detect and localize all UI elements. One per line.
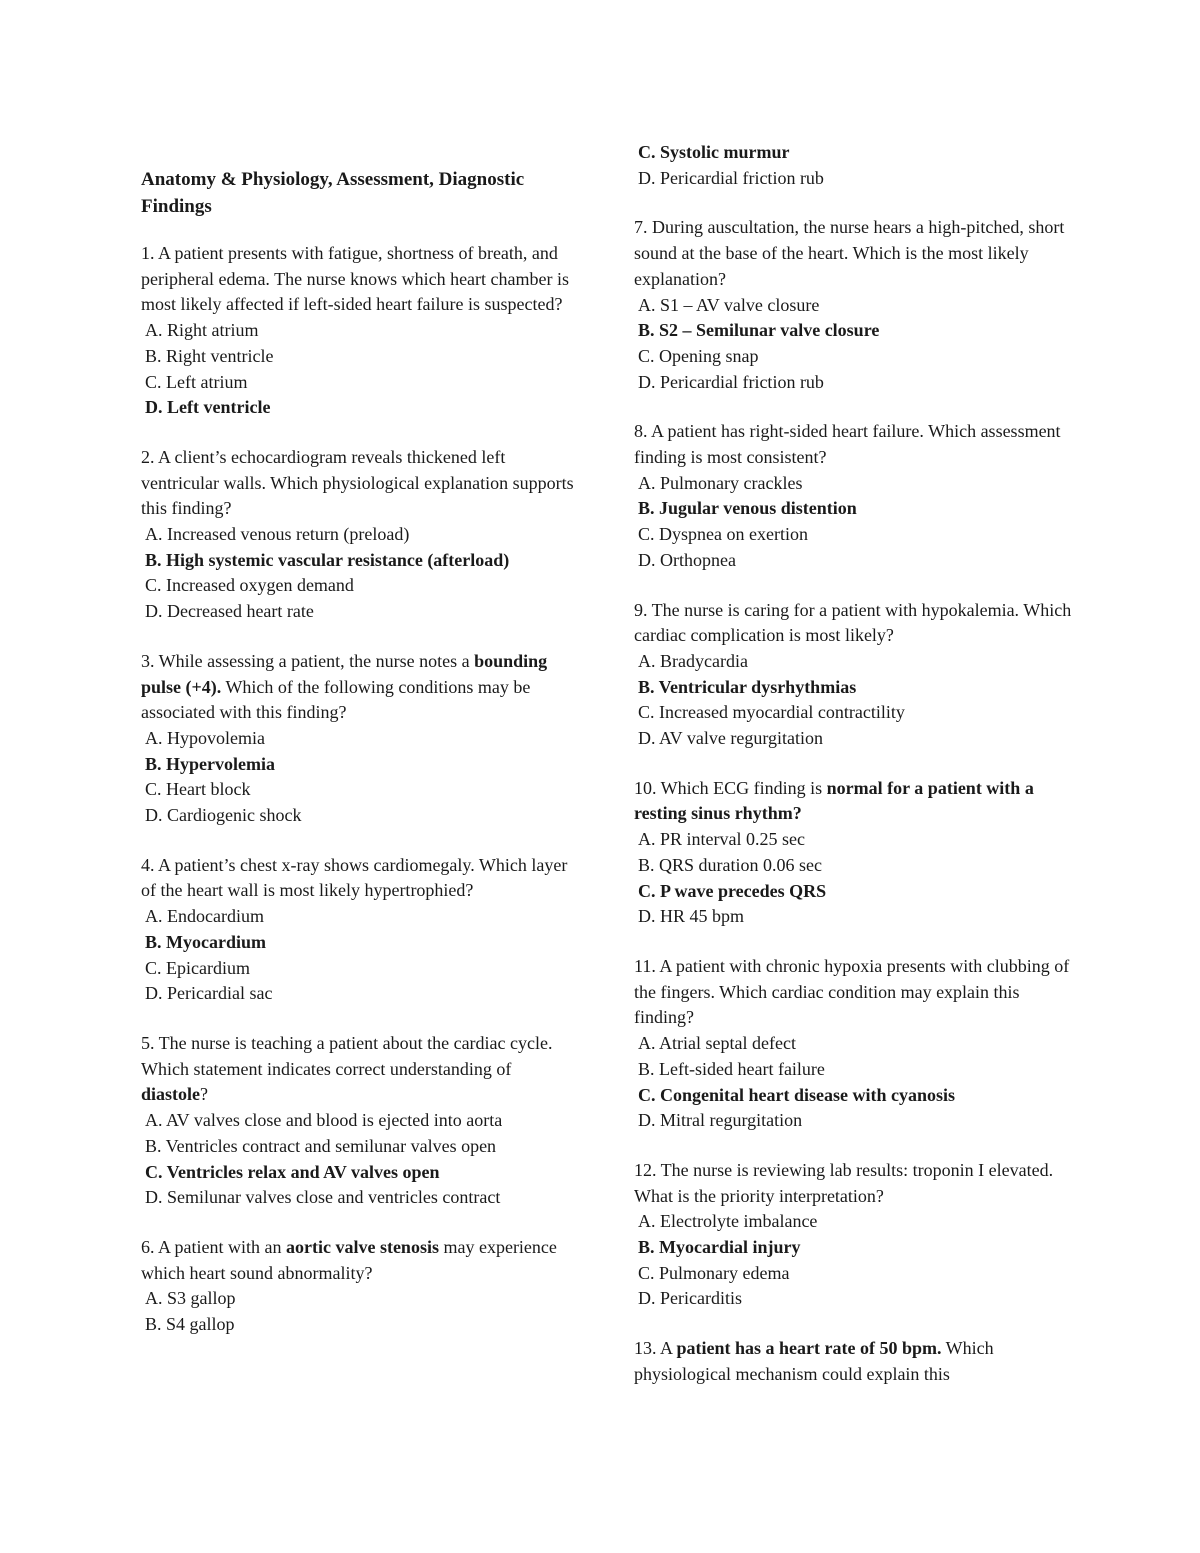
option-c: C. Opening snap: [638, 345, 759, 366]
option-d: D. Pericardial friction rub: [638, 167, 824, 188]
document-title: Anatomy & Physiology, Assessment, Diagnostic Findings: [141, 169, 525, 217]
option-b-answer: B. High systemic vascular resistance (afterload): [145, 549, 510, 570]
option-c: C. Dyspnea on exertion: [638, 524, 808, 545]
option-d: D. Pericarditis: [638, 1288, 742, 1309]
stem-emphasis: diastole: [141, 1084, 201, 1105]
option-d: D. AV valve regurgitation: [638, 728, 823, 749]
question-9: [634, 598, 1074, 752]
question-8: [634, 419, 1074, 573]
option-a: A. PR interval 0.25 sec: [638, 829, 805, 850]
option-d: D. Cardiogenic shock: [145, 805, 302, 826]
option-a: A. Atrial septal defect: [638, 1033, 796, 1054]
right-column: [634, 140, 1074, 1412]
option-d: D. Orthopnea: [638, 549, 736, 570]
stem-text: ?: [200, 1084, 209, 1105]
option-c: C. Heart block: [145, 779, 251, 800]
question-stem: [141, 1235, 581, 1286]
stem-text: 3. While assessing a patient, the nurse notes a: [141, 650, 475, 671]
option-d: D. Mitral regurgitation: [638, 1110, 803, 1131]
option-a: A. Electrolyte imbalance: [638, 1211, 818, 1232]
option-c-answer: C. Ventricles relax and AV valves open: [145, 1161, 440, 1182]
stem-emphasis: normal for a patient with a resting sinus rhythm?: [634, 777, 1034, 824]
stem-emphasis: patient has a heart rate of 50 bpm.: [676, 1338, 942, 1359]
option-b: B. Right ventricle: [145, 345, 274, 366]
option-a: A. Right atrium: [145, 320, 259, 341]
option-d: D. Decreased heart rate: [145, 601, 314, 622]
stem-text: 5. The nurse is teaching a patient about the cardiac cycle. Which statement indicates correct understanding of: [141, 1032, 553, 1079]
question-13: [634, 1336, 1074, 1387]
option-d: D. Semilunar valves close and ventricles contract: [145, 1187, 501, 1208]
question-3: [141, 649, 581, 829]
question-11: [634, 954, 1074, 1134]
stem-text: 10. Which ECG finding is: [634, 777, 827, 798]
stem-text: Which of the following conditions may be associated with this finding?: [141, 676, 531, 723]
question-stem: 1. A patient presents with fatigue, shortness of breath, and peripheral edema. The nurse knows which heart chamber is most likely affected if left-sided heart failure is suspected?: [141, 243, 570, 315]
stem-text: Which physiological mechanism could explain this: [634, 1338, 994, 1384]
option-b: B. S4 gallop: [145, 1314, 235, 1335]
question-2: [141, 445, 581, 625]
left-column: [141, 140, 581, 1362]
option-c: C. Pulmonary edema: [638, 1262, 790, 1283]
question-stem: 4. A patient’s chest x-ray shows cardiomegaly. Which layer of the heart wall is most likely hypertrophied?: [141, 854, 568, 901]
question-stem: 2. A client’s echocardiogram reveals thickened left ventricular walls. Which physiological explanation supports this finding?: [141, 446, 574, 519]
question-stem: 12. The nurse is reviewing lab results: troponin I elevated. What is the priority interpretation?: [634, 1159, 1054, 1206]
option-b-answer: B. Myocardium: [145, 931, 266, 952]
question-stem: 9. The nurse is caring for a patient with hypokalemia. Which cardiac complication is most likely?: [634, 599, 1072, 646]
option-a: A. Pulmonary crackles: [638, 472, 803, 493]
question-stem: [634, 776, 1074, 827]
question-stem: [141, 649, 581, 726]
stem-emphasis: aortic valve stenosis: [285, 1236, 439, 1257]
option-b-answer: B. Hypervolemia: [145, 753, 275, 774]
option-b-answer: B. S2 – Semilunar valve closure: [638, 320, 880, 341]
question-5: [141, 1031, 581, 1211]
option-a: A. Endocardium: [145, 906, 264, 927]
question-stem: 8. A patient has right-sided heart failure. Which assessment finding is most consistent?: [634, 421, 1061, 468]
stem-text: may experience which heart sound abnormality?: [141, 1236, 557, 1283]
option-a: A. AV valves close and blood is ejected into aorta: [145, 1110, 503, 1131]
option-a: A. S1 – AV valve closure: [638, 294, 820, 315]
question-stem: [141, 1031, 581, 1108]
option-d: D. HR 45 bpm: [638, 906, 745, 927]
option-c-answer: C. Systolic murmur: [638, 142, 790, 162]
question-6-continued: [634, 140, 1074, 191]
option-c-answer: C. P wave precedes QRS: [638, 880, 827, 901]
question-10: [634, 776, 1074, 930]
question-stem: 7. During auscultation, the nurse hears a high-pitched, short sound at the base of the heart. Which is the most likely explanation?: [634, 217, 1065, 289]
option-c: C. Increased myocardial contractility: [638, 702, 905, 723]
option-d: D. Pericardial sac: [145, 983, 273, 1004]
question-12: [634, 1158, 1074, 1312]
option-b-answer: B. Jugular venous distention: [638, 498, 857, 519]
option-a: A. Bradycardia: [638, 650, 748, 671]
option-b: B. Ventricles contract and semilunar valves open: [145, 1135, 497, 1156]
option-c: C. Epicardium: [145, 957, 250, 978]
stem-emphasis: bounding pulse (+4).: [141, 650, 548, 697]
option-b: B. Left-sided heart failure: [638, 1058, 825, 1079]
question-7: [634, 215, 1074, 395]
option-c: C. Left atrium: [145, 371, 248, 392]
question-1: [141, 241, 581, 421]
option-d-answer: D. Left ventricle: [145, 397, 271, 418]
option-a: A. Hypovolemia: [145, 727, 265, 748]
question-4: [141, 853, 581, 1007]
option-b-answer: B. Myocardial injury: [638, 1237, 801, 1258]
stem-text: 6. A patient with an: [141, 1236, 286, 1257]
option-c-answer: C. Congenital heart disease with cyanosis: [638, 1084, 956, 1105]
question-stem: [634, 1336, 1074, 1387]
option-c: C. Increased oxygen demand: [145, 575, 354, 596]
question-6: [141, 1235, 581, 1338]
option-a: A. S3 gallop: [145, 1288, 236, 1309]
option-a: A. Increased venous return (preload): [145, 524, 410, 545]
option-b-answer: B. Ventricular dysrhythmias: [638, 676, 857, 697]
option-d: D. Pericardial friction rub: [638, 371, 824, 392]
stem-text: 13. A: [634, 1338, 677, 1359]
option-b: B. QRS duration 0.06 sec: [638, 854, 822, 875]
question-stem: 11. A patient with chronic hypoxia presents with clubbing of the fingers. Which cardiac condition may explain this finding?: [634, 955, 1070, 1028]
